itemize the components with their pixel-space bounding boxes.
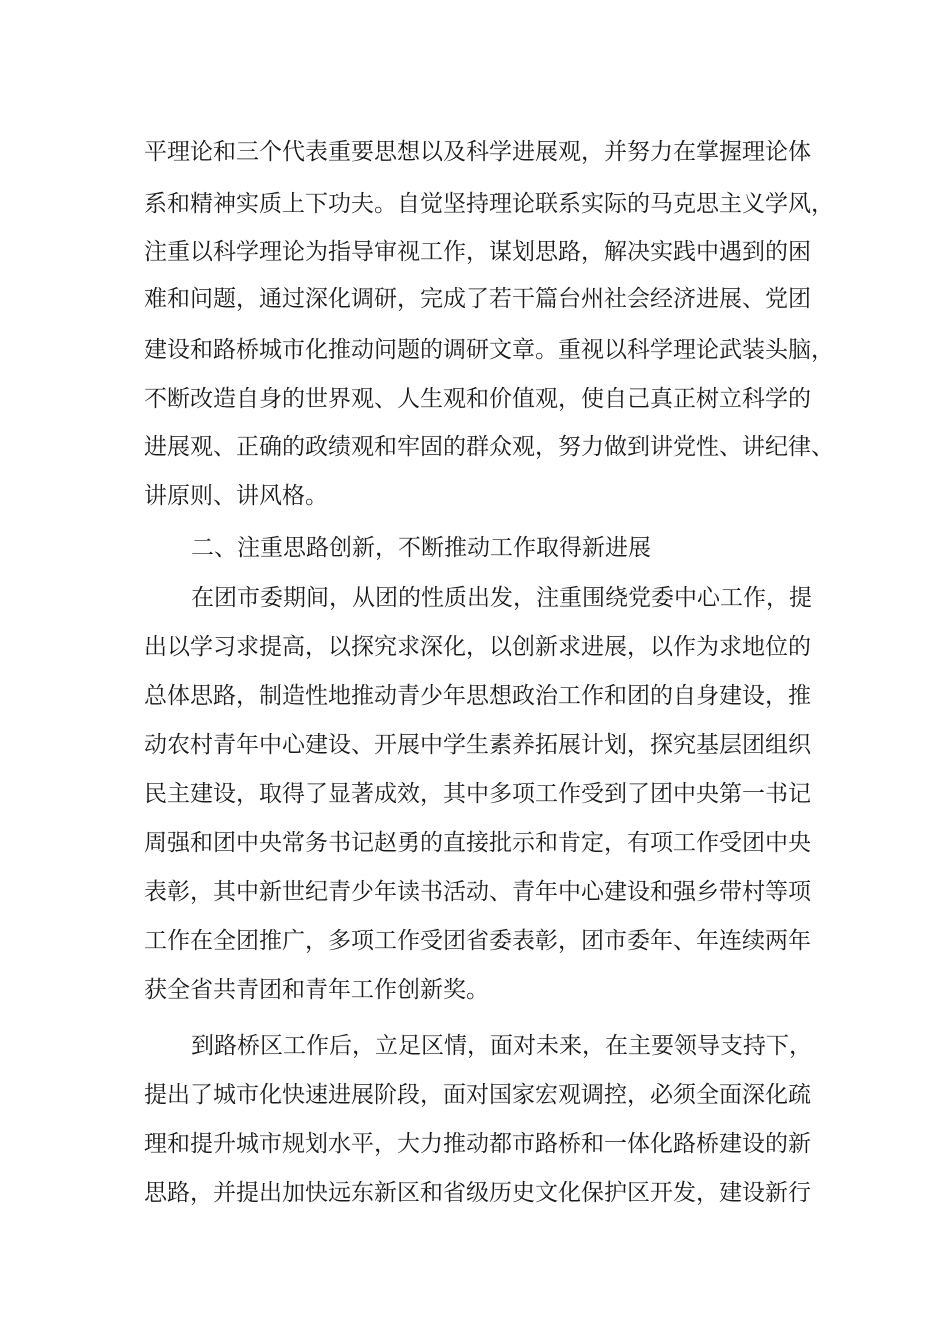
text-line: 获全省共青团和青年工作创新奖。 — [144, 977, 489, 1003]
text-line: 难和问题，通过深化调研，完成了若干篇台州社会经济进展、党团 — [144, 286, 811, 312]
text-line: 思路，并提出加快远东新区和省级历史文化保护区开发，建设新行 — [144, 1180, 811, 1206]
text-line: 动农村青年中心建设、开展中学生素养拓展计划，探究基层团组织 — [144, 732, 811, 758]
text-line: 工作在全团推广，多项工作受团省委表彰，团市委年、年连续两年 — [144, 928, 811, 954]
text-line: 讲原则、讲风格。 — [144, 483, 328, 509]
text-line: 总体思路，制造性地推动青少年思想政治工作和团的自身建设，推 — [144, 683, 811, 709]
section-heading: 二、注重思路创新，不断推动工作取得新进展 — [191, 535, 651, 561]
text-line: 表彰，其中新世纪青少年读书活动、青年中心建设和强乡带村等项 — [144, 879, 811, 905]
text-line: 建设和路桥城市化推动问题的调研文章。重视以科学理论武装头脑， — [144, 337, 834, 363]
text-line: 理和提升城市规划水平，大力推动都市路桥和一体化路桥建设的新 — [144, 1131, 811, 1157]
text-line: 进展观、正确的政绩观和牢固的群众观，努力做到讲党性、讲纪律、 — [144, 434, 834, 460]
text-line: 系和精神实质上下功夫。自觉坚持理论联系实际的马克思主义学风， — [144, 191, 834, 217]
text-line: 周强和团中央常务书记赵勇的直接批示和肯定，有项工作受团中央 — [144, 830, 811, 856]
text-line: 平理论和三个代表重要思想以及科学进展观，并努力在掌握理论体 — [144, 139, 811, 165]
text-line: 民主建设，取得了显著成效，其中多项工作受到了团中央第一书记 — [144, 781, 811, 807]
text-line: 到路桥区工作后，立足区情，面对未来，在主要领导支持下， — [191, 1033, 812, 1059]
text-line: 出以学习求提高，以探究求深化，以创新求进展，以作为求地位的 — [144, 634, 811, 660]
text-line: 提出了城市化快速进展阶段，面对国家宏观调控，必须全面深化疏 — [144, 1082, 811, 1108]
text-line: 在团市委期间，从团的性质出发，注重围绕党委中心工作，提 — [191, 585, 812, 611]
text-line: 注重以科学理论为指导审视工作，谋划思路，解决实践中遇到的困 — [144, 239, 811, 265]
text-line: 不断改造自身的世界观、人生观和价值观，使自己真正树立科学的 — [144, 386, 811, 412]
